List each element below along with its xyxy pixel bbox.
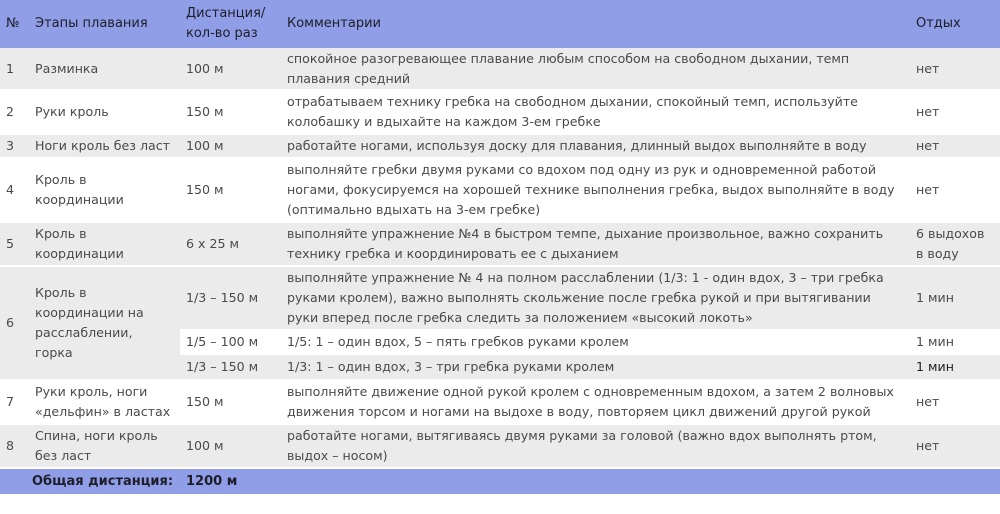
total-empty-rest <box>910 468 1000 494</box>
table-row <box>0 48 1000 90</box>
row-num: 6 <box>0 266 29 380</box>
table-row <box>0 90 1000 134</box>
row-rest: 1 мин <box>910 330 1000 354</box>
row-comment: выполняйте упражнение № 4 на полном расслаблении (1/3: 1 - один вдох, 3 – три гребка руками кролем), важно выполнять скольжение после гребка рукой и при вытягивании руки вперед после гребка следить за положением «высокий локоть» <box>281 266 910 330</box>
row-rest: нет <box>910 424 1000 468</box>
row-stage: Кроль в координации <box>29 222 180 266</box>
row-stage: Спина, ноги кроль без ласт <box>29 424 180 468</box>
header-rest: Отдых <box>916 16 961 31</box>
total-row <box>0 468 1000 494</box>
row-comment: выполняйте упражнение №4 в быстром темпе, дыхание произвольное, важно сохранить технику гребка и координировать ее с дыханием <box>281 222 910 266</box>
row-comment: 1/5: 1 – один вдох, 5 – пять гребков руками кролем <box>281 330 910 354</box>
row-stage: Разминка <box>29 48 180 90</box>
row-distance: 100 м <box>180 424 281 468</box>
row-comment: 1/3: 1 – один вдох, 3 – три гребка руками кролем <box>281 354 910 380</box>
table-row <box>0 222 1000 266</box>
row-num: 1 <box>0 48 29 90</box>
row-comment: работайте ногами, вытягиваясь двумя руками за головой (важно вдох выполнять ртом, выдох – носом) <box>281 424 910 468</box>
row-distance: 6 х 25 м <box>180 222 281 266</box>
row-rest: 1 мин <box>910 266 1000 330</box>
header-distance <box>180 0 281 48</box>
row-rest: нет <box>910 48 1000 90</box>
row-num: 7 <box>0 380 29 424</box>
table-row <box>0 380 1000 424</box>
row-stage: Кроль в координации на расслаблении, горка <box>29 266 180 380</box>
header-num: № <box>6 16 20 31</box>
row-rest: 6 выдохов в воду <box>910 222 1000 266</box>
row-distance: 1/3 – 150 м <box>180 354 281 380</box>
row-distance: 1/3 – 150 м <box>180 266 281 330</box>
row-distance: 150 м <box>180 380 281 424</box>
row-num: 4 <box>0 158 29 222</box>
header-distance-line2: кол-во раз <box>186 26 258 41</box>
row-stage: Кроль в координации <box>29 158 180 222</box>
table-row <box>0 158 1000 222</box>
row-comment: отрабатываем технику гребка на свободном дыхании, спокойный темп, используйте колобашку и вдыхайте на каждом 3-ем гребке <box>281 90 910 134</box>
row-distance: 150 м <box>180 90 281 134</box>
row-num: 2 <box>0 90 29 134</box>
table-row <box>0 424 1000 468</box>
row-distance: 1/5 – 100 м <box>180 330 281 354</box>
header-distance-line1: Дистанция/ <box>186 6 266 21</box>
row-distance: 100 м <box>180 48 281 90</box>
row-rest: нет <box>910 134 1000 158</box>
row-comment: выполняйте гребки двумя руками со вдохом под одну из рук и одновременной работой ногами, фокусируемся на хорошей технике выполнения гребка, выдох выполняйте в воду (оптимально вдыхать на 3-ем гребке) <box>281 158 910 222</box>
header-stage: Этапы плавания <box>35 16 148 31</box>
table-header-row <box>0 0 1000 48</box>
row-rest: нет <box>910 90 1000 134</box>
row-comment: выполняйте движение одной рукой кролем с одновременным вдохом, а затем 2 волновых движения торсом и ногами на выдохе в воду, повторяем цикл движений другой рукой <box>281 380 910 424</box>
row-rest: 1 мин <box>910 354 1000 380</box>
row-distance: 100 м <box>180 134 281 158</box>
row-distance: 150 м <box>180 158 281 222</box>
row-rest: нет <box>910 380 1000 424</box>
row-comment: работайте ногами, используя доску для плавания, длинный выдох выполняйте в воду <box>281 134 910 158</box>
row-rest: нет <box>910 158 1000 222</box>
row-num: 3 <box>0 134 29 158</box>
row-num: 8 <box>0 424 29 468</box>
row-stage: Ноги кроль без ласт <box>29 134 180 158</box>
row-stage: Руки кроль <box>29 90 180 134</box>
row-comment: спокойное разогревающее плавание любым способом на свободном дыхании, темп плавания средний <box>281 48 910 90</box>
total-distance: 1200 м <box>186 473 238 489</box>
table-row <box>0 134 1000 158</box>
header-comment: Комментарии <box>287 16 381 31</box>
row-num: 5 <box>0 222 29 266</box>
row-stage: Руки кроль, ноги «дельфин» в ластах <box>29 380 180 424</box>
table-row <box>0 266 1000 330</box>
total-label: Общая дистанция: <box>32 473 174 489</box>
total-empty <box>281 468 910 494</box>
